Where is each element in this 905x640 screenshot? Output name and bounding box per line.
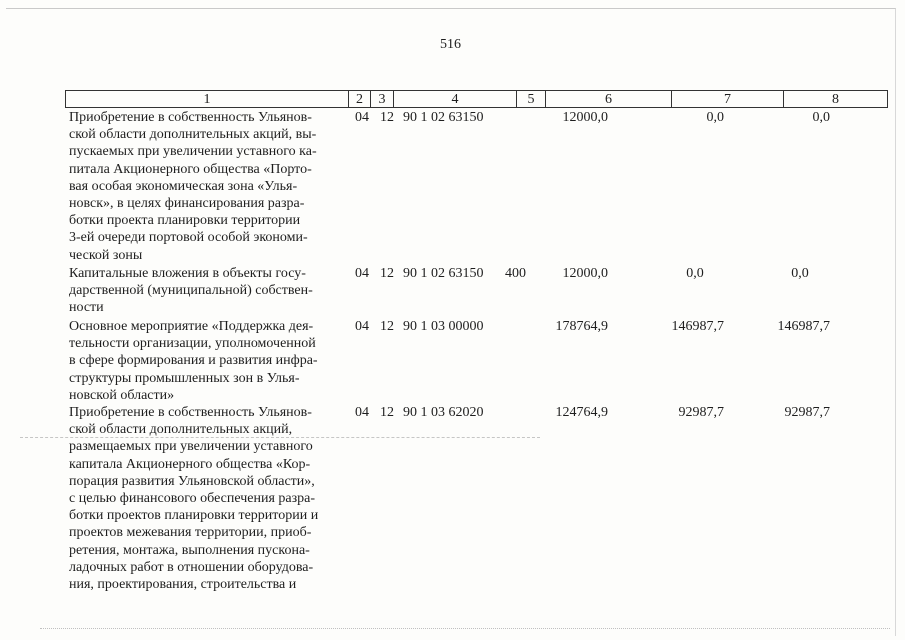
header-col-4: 4: [394, 91, 517, 108]
amount-col-8: 146987,7: [777, 319, 830, 334]
page-number: 516: [440, 37, 461, 52]
amount-col-7: 146987,7: [671, 319, 724, 334]
amount-col-6: 124764,9: [555, 405, 608, 420]
header-col-7: 7: [672, 91, 784, 108]
scan-artifact-bottom: [40, 628, 890, 633]
description-line: тельности организации, уполномоченной: [69, 336, 316, 352]
description-line: Приобретение в собственность Ульянов-: [69, 405, 312, 420]
description-line: новск», в целях финансирования разра-: [69, 196, 305, 212]
description-line: проектов межевания территории, приоб-: [69, 525, 312, 541]
section-code: 04: [355, 110, 369, 125]
amount-col-8: 0,0: [812, 110, 830, 125]
subsection-code: 12: [380, 110, 394, 125]
header-col-3: 3: [371, 91, 394, 108]
description-line: в сфере формирования и развития инфра-: [69, 353, 318, 369]
description-line: питала Акционерного общества «Порто-: [69, 161, 312, 177]
amount-col-6: 12000,0: [562, 110, 608, 125]
header-col-1: 1: [66, 91, 349, 108]
section-code: 04: [355, 405, 369, 420]
description-line: Капитальные вложения в объекты госу-: [69, 266, 306, 281]
header-col-5: 5: [517, 91, 546, 108]
subsection-code: 12: [380, 319, 394, 334]
scan-artifact-line: [20, 437, 540, 446]
description-line: ботки проектов планировки территории и: [69, 508, 319, 524]
description-line: новской области»: [69, 387, 175, 403]
row-description: [69, 404, 343, 593]
amount-col-7: 0,0: [706, 110, 724, 125]
amount-col-8: 92987,7: [784, 405, 830, 420]
header-col-2: 2: [349, 91, 371, 108]
subsection-code: 12: [380, 266, 394, 281]
description-line: порация развития Ульяновской области»,: [69, 473, 315, 489]
description-line: ской области дополнительных акций, вы-: [69, 127, 317, 143]
description-line: с целью финансового обеспечения разра-: [69, 491, 316, 507]
target-article-code: 90 1 03 00000: [403, 319, 484, 334]
description-line: ботки проекта планировки территории: [69, 213, 301, 229]
description-line: размещаемых при увеличении уставного: [69, 439, 313, 455]
row-description: [69, 109, 343, 264]
expense-type-code: 400: [505, 266, 526, 281]
description-line: 3-ей очереди портовой особой экономи-: [69, 230, 308, 246]
description-line: вая особая экономическая зона «Улья-: [69, 178, 298, 194]
amount-col-6: 12000,0: [562, 266, 608, 281]
subsection-code: 12: [380, 405, 394, 420]
amount-col-8: 0,0: [791, 266, 809, 281]
section-code: 04: [355, 266, 369, 281]
amount-col-7: 92987,7: [678, 405, 724, 420]
description-line: структуры промышленных зон в Улья-: [69, 370, 300, 386]
description-line: капитала Акционерного общества «Кор-: [69, 456, 311, 472]
description-line: Основное мероприятие «Поддержка дея-: [69, 319, 314, 334]
description-line: ладочных работ в отношении оборудова-: [69, 559, 314, 575]
description-line: дарственной (муниципальной) собствен-: [69, 283, 313, 299]
target-article-code: 90 1 03 62020: [403, 405, 484, 420]
target-article-code: 90 1 02 63150: [403, 110, 484, 125]
amount-col-7: 0,0: [686, 266, 704, 281]
description-line: ческой зоны: [69, 247, 143, 263]
description-line: ности: [69, 300, 104, 316]
header-col-8: 8: [784, 91, 888, 108]
table-header-row: [65, 90, 888, 108]
description-line: ской области дополнительных акций,: [69, 422, 293, 438]
row-description: [69, 265, 343, 317]
description-line: ния, проектирования, строительства и: [69, 577, 297, 593]
header-col-6: 6: [546, 91, 672, 108]
amount-col-6: 178764,9: [555, 319, 608, 334]
section-code: 04: [355, 319, 369, 334]
target-article-code: 90 1 02 63150: [403, 266, 484, 281]
description-line: Приобретение в собственность Ульянов-: [69, 110, 312, 125]
description-line: пускаемых при увеличении уставного ка-: [69, 144, 317, 160]
row-description: [69, 318, 343, 404]
description-line: ретения, монтажа, выполнения пускона-: [69, 542, 310, 558]
